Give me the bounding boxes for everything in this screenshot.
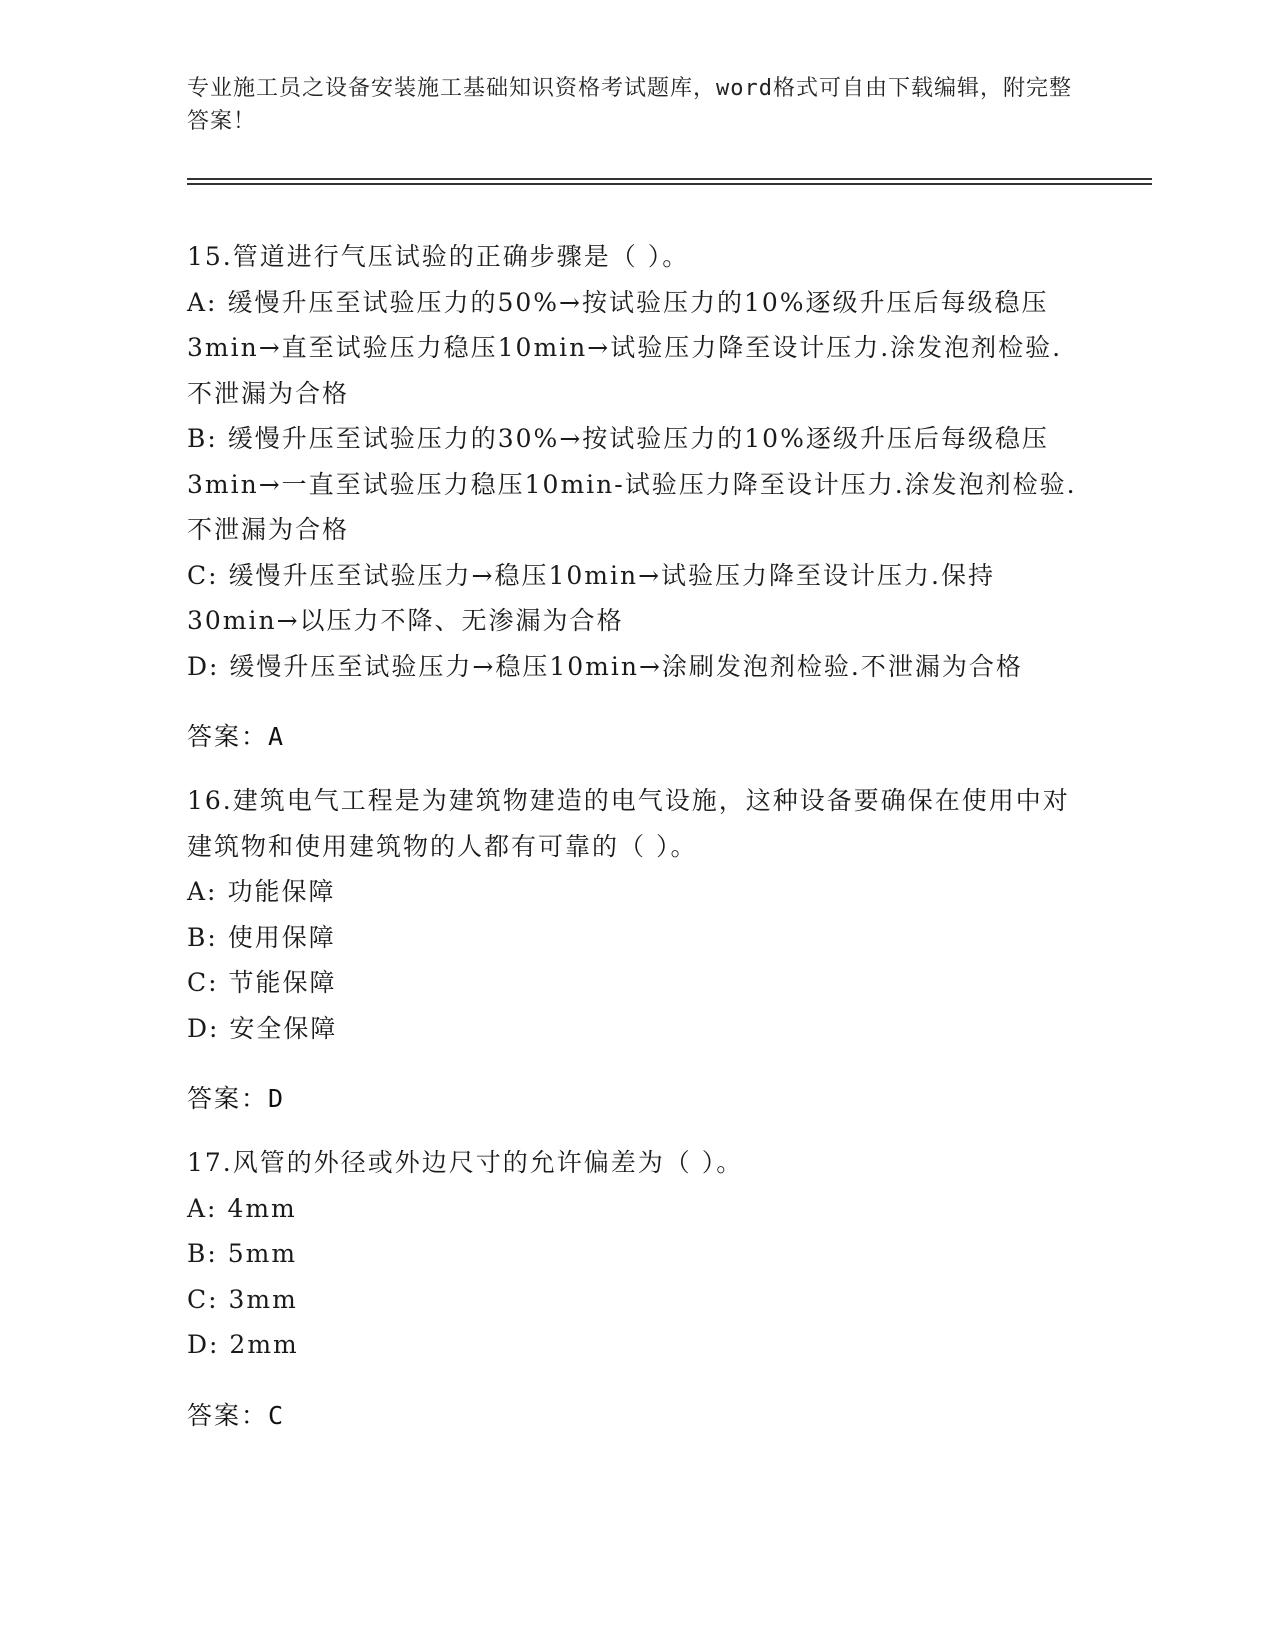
option-text: 安全保障 [229,1013,338,1043]
answer-line: 答案：D [187,1084,286,1113]
option-a [187,280,1087,417]
option-a [187,1186,1087,1232]
option-letter: C: [187,1284,219,1314]
option-d [187,1322,1087,1368]
option-b [187,915,1087,961]
option-b [187,416,1087,553]
option-letter: C: [187,560,219,590]
option-a [187,869,1087,915]
option-c [187,1277,1087,1323]
option-text: 缓慢升压至试验压力的30%→按试验压力的10%逐级升压后每级稳压3min→一直至试验压力稳压10min-试验压力降至设计压力.涂发泡剂检验.不泄漏为合格 [187,424,1077,544]
question-stem: 15.管道进行气压试验的正确步骤是（ ）。 [187,242,690,271]
option-text: 功能保障 [227,877,336,906]
option-text: 2mm [229,1330,299,1359]
option-text: 4mm [227,1193,297,1223]
option-text: 3mm [228,1284,298,1314]
header-title: 专业施工员之设备安装施工基础知识资格考试题库，word格式可自由下载编辑，附完整答案！ [187,76,1072,134]
option-letter: A: [187,877,218,906]
answer-line: 答案：A [187,722,286,751]
option-text: 缓慢升压至试验压力→稳压10min→涂刷发泡剂检验.不泄漏为合格 [229,651,1023,681]
option-text: 使用保障 [227,922,336,952]
header-divider-top [187,178,1152,180]
option-c [187,553,1087,644]
option-letter: A: [187,287,218,317]
option-d [187,644,1087,690]
question-15 [187,234,1087,785]
option-text: 缓慢升压至试验压力→稳压10min→试验压力降至设计压力.保持30min→以压力不降、无渗漏为合格 [187,560,995,635]
option-letter: B: [187,922,218,952]
question-stem: 16.建筑电气工程是为建筑物建造的电气设施，这种设备要确保在使用中对建筑物和使用建筑物的人都有可靠的（ ）。 [187,786,1070,861]
option-b [187,1231,1087,1277]
option-letter: B: [187,1239,218,1268]
option-letter: D: [187,1330,220,1359]
option-letter: D: [187,1013,220,1043]
option-text: 缓慢升压至试验压力的50%→按试验压力的10%逐级升压后每级稳压3min→直至试验压力稳压10min→试验压力降至设计压力.涂发泡剂检验.不泄漏为合格 [187,287,1063,408]
question-stem: 17.风管的外径或外边尺寸的允许偏差为（ ）。 [187,1148,744,1177]
option-text: 5mm [227,1239,298,1268]
question-17 [187,1140,1087,1463]
option-letter: D: [187,651,220,681]
header-divider-bottom [187,183,1152,185]
option-text: 节能保障 [228,968,337,997]
option-letter: B: [187,424,218,453]
option-d [187,1006,1087,1052]
option-letter: C: [187,968,219,997]
document-header [187,72,1087,138]
question-16 [187,778,1087,1147]
answer-line: 答案：C [187,1400,286,1430]
option-c [187,960,1087,1006]
option-letter: A: [187,1193,218,1223]
